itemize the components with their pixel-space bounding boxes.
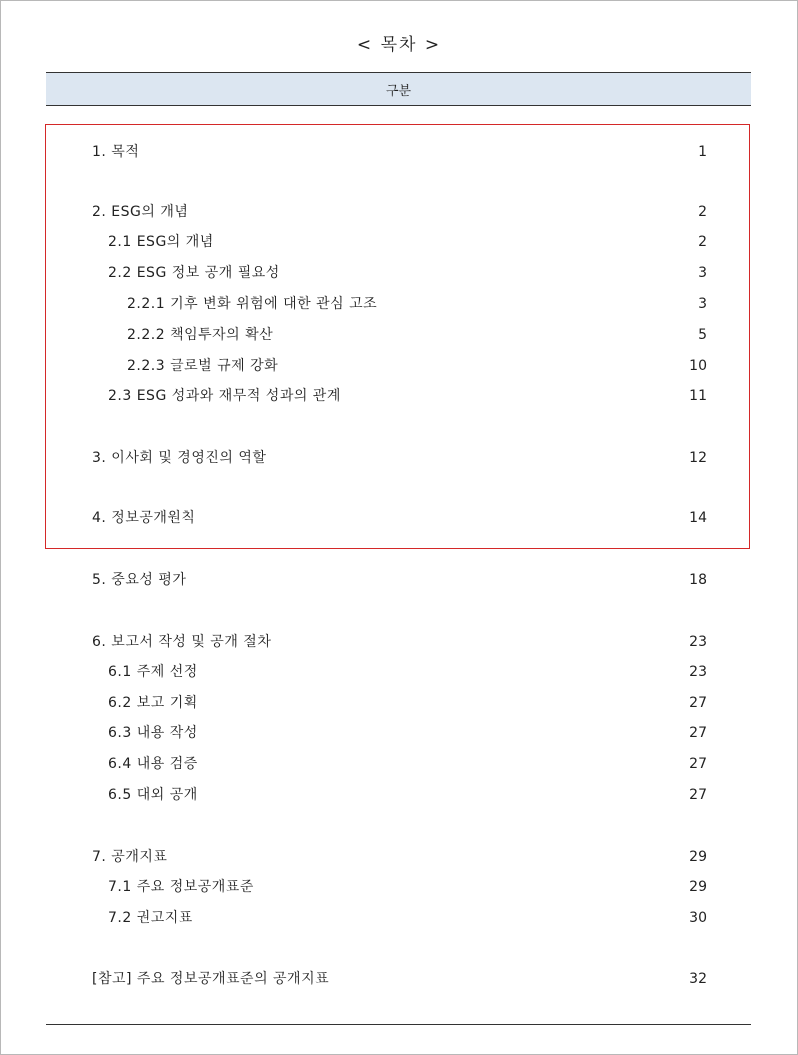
- toc-entry-page: 2: [698, 234, 707, 250]
- toc-entry-label: 6.3 내용 작성: [108, 725, 198, 741]
- toc-title: < 목차 >: [356, 35, 442, 55]
- toc-entry-page: 32: [689, 971, 707, 987]
- toc-entry-6-4[interactable]: [0, 753, 798, 775]
- toc-entry-6-3[interactable]: [0, 722, 798, 744]
- toc-entry-label: 2.2.3 글로벌 규제 강화: [127, 358, 279, 374]
- toc-entry-page: 3: [698, 265, 707, 281]
- toc-entry-2-2-2[interactable]: [0, 324, 798, 346]
- toc-entry-4[interactable]: [0, 507, 798, 529]
- toc-entry-1[interactable]: [0, 141, 798, 163]
- toc-entry-label: 2.2.2 책임투자의 확산: [127, 327, 274, 343]
- toc-entry-page: 30: [689, 910, 707, 926]
- toc-entry-label: 6. 보고서 작성 및 공개 절차: [92, 634, 272, 650]
- toc-entry-label: 6.1 주제 선정: [108, 664, 198, 680]
- toc-entry-6-2[interactable]: [0, 692, 798, 714]
- bottom-rule: [46, 1024, 751, 1025]
- toc-entry-label: 2.1 ESG의 개념: [108, 234, 214, 250]
- toc-entry-6[interactable]: [0, 631, 798, 653]
- toc-entry-page: 23: [689, 664, 707, 680]
- toc-entry-2-2[interactable]: [0, 262, 798, 284]
- toc-entry-7-2[interactable]: [0, 907, 798, 929]
- toc-entry-5[interactable]: [0, 569, 798, 591]
- toc-entry-page: 11: [689, 388, 707, 404]
- toc-entry-page: 5: [698, 327, 707, 343]
- toc-entry-2-2-1[interactable]: [0, 293, 798, 315]
- header-label: 구분: [385, 83, 412, 99]
- toc-entry-label: 1. 목적: [92, 144, 140, 160]
- toc-entry-label: 2.2 ESG 정보 공개 필요성: [108, 265, 280, 281]
- toc-entry-page: 27: [689, 787, 707, 803]
- toc-entry-page: 27: [689, 695, 707, 711]
- toc-entry-7-1[interactable]: [0, 876, 798, 898]
- toc-entry-label: 7.1 주요 정보공개표준: [108, 879, 254, 895]
- toc-entry-label: 7.2 권고지표: [108, 910, 193, 926]
- toc-entry-label: 6.4 내용 검증: [108, 756, 198, 772]
- toc-entry-reference[interactable]: [0, 968, 798, 990]
- toc-entry-page: 29: [689, 849, 707, 865]
- toc-entry-3[interactable]: [0, 447, 798, 469]
- toc-entry-label: 5. 중요성 평가: [92, 572, 187, 588]
- toc-entry-page: 3: [698, 296, 707, 312]
- toc-entry-label: 2. ESG의 개념: [92, 204, 189, 220]
- toc-entry-2-1[interactable]: [0, 231, 798, 253]
- toc-entry-page: 2: [698, 204, 707, 220]
- toc-entry-2-3[interactable]: [0, 385, 798, 407]
- toc-entry-6-1[interactable]: [0, 661, 798, 683]
- toc-entry-label: 3. 이사회 및 경영진의 역할: [92, 450, 267, 466]
- toc-entry-2[interactable]: [0, 201, 798, 223]
- toc-entry-label: 6.2 보고 기획: [108, 695, 198, 711]
- toc-entry-2-2-3[interactable]: [0, 355, 798, 377]
- toc-entry-label: [참고] 주요 정보공개표준의 공개지표: [92, 971, 330, 987]
- table-header-band: [46, 72, 751, 106]
- toc-entry-page: 29: [689, 879, 707, 895]
- toc-entry-page: 27: [689, 725, 707, 741]
- toc-entry-page: 23: [689, 634, 707, 650]
- toc-entry-label: 2.3 ESG 성과와 재무적 성과의 관계: [108, 388, 341, 404]
- toc-entry-6-5[interactable]: [0, 784, 798, 806]
- toc-entry-label: 7. 공개지표: [92, 849, 168, 865]
- toc-entry-7[interactable]: [0, 846, 798, 868]
- toc-entry-label: 4. 정보공개원칙: [92, 510, 196, 526]
- toc-entry-page: 12: [689, 450, 707, 466]
- toc-entry-page: 18: [689, 572, 707, 588]
- toc-entry-label: 2.2.1 기후 변화 위험에 대한 관심 고조: [127, 296, 378, 312]
- toc-entry-page: 10: [689, 358, 707, 374]
- toc-entry-label: 6.5 대외 공개: [108, 787, 198, 803]
- toc-entry-page: 27: [689, 756, 707, 772]
- toc-entry-page: 1: [698, 144, 707, 160]
- toc-entry-page: 14: [689, 510, 707, 526]
